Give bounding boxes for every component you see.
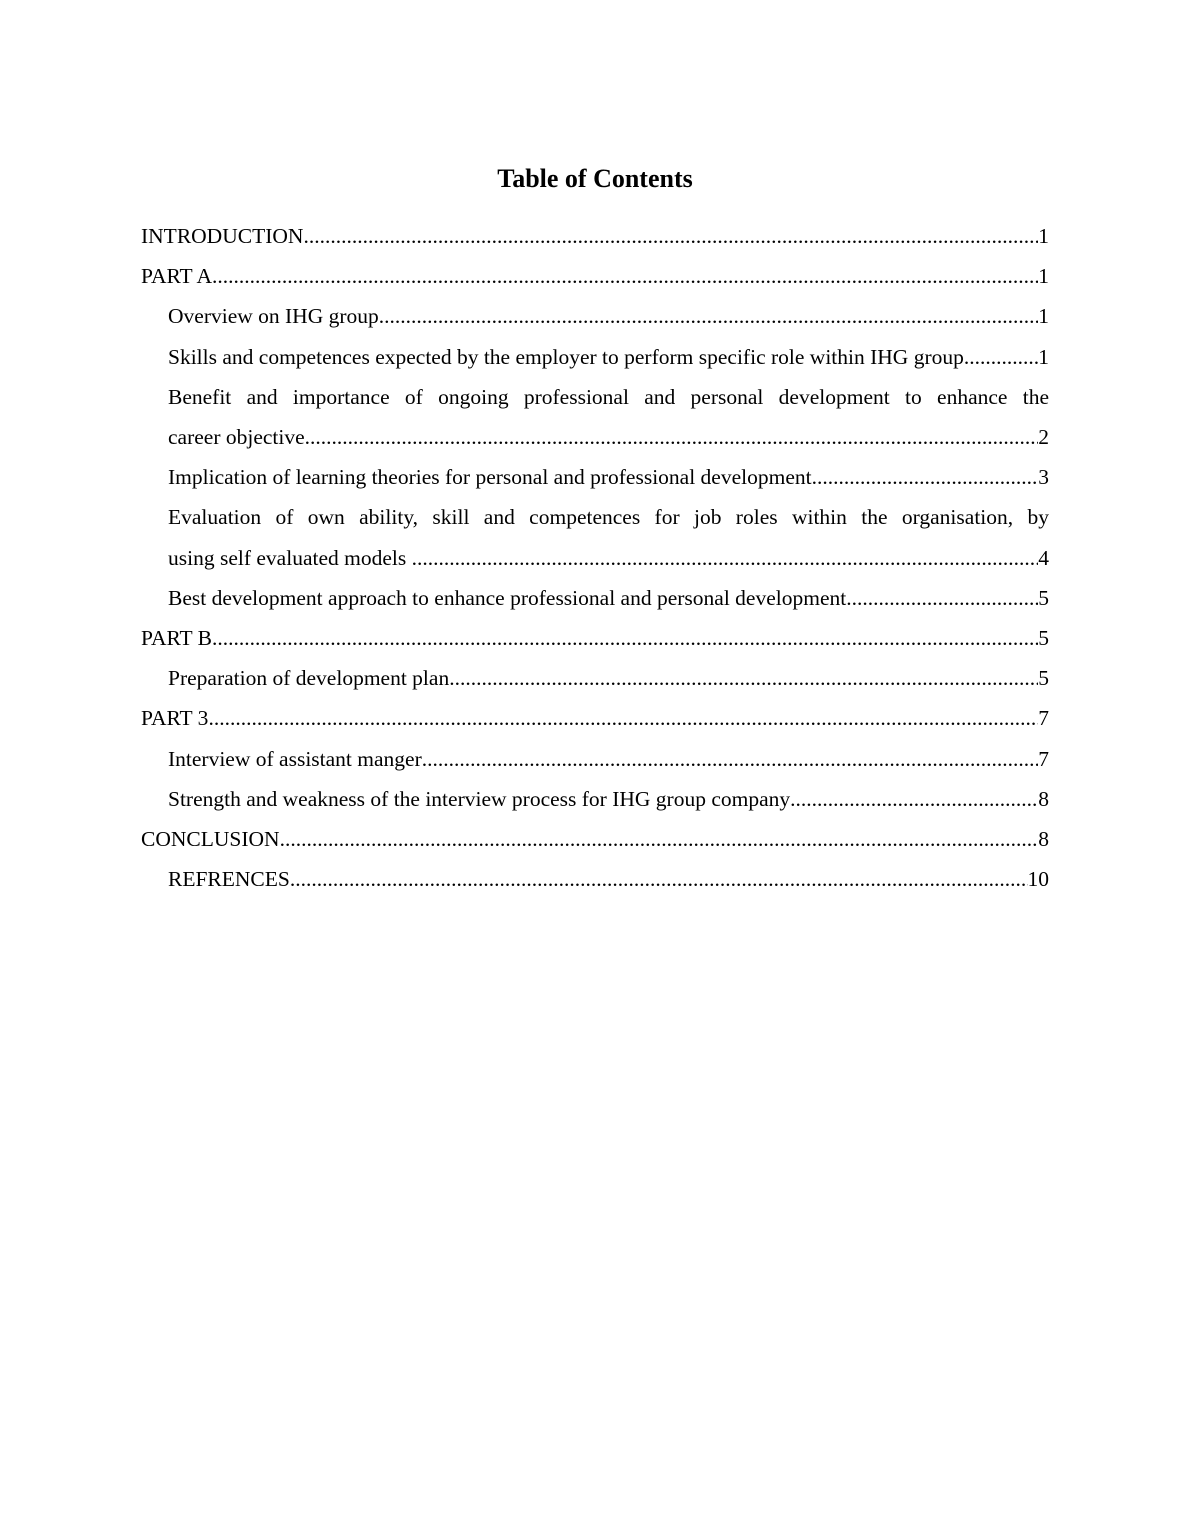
toc-entry-label: REFRENCES <box>168 867 290 892</box>
toc-entry-self-evaluation[interactable] <box>141 497 1049 577</box>
toc-entry-skills-competences[interactable] <box>141 337 1049 377</box>
toc-entry-label: Skills and competences expected by the employer to perform specific role within IHG group. <box>168 344 970 369</box>
toc-entry-conclusion[interactable] <box>141 819 1049 859</box>
toc-entry-benefit-development[interactable] <box>141 377 1049 457</box>
toc-entry-label: CONCLUSION <box>141 827 280 852</box>
toc-page-number: 7 <box>1038 706 1049 731</box>
toc-entry-label: Implication of learning theories for personal and professional development <box>168 465 812 490</box>
toc-entry-part-a[interactable] <box>141 256 1049 296</box>
toc-entry-part-b[interactable] <box>141 618 1049 658</box>
toc-page-number: 4 <box>1038 545 1049 570</box>
toc-page-number: 2 <box>1038 425 1049 450</box>
toc-entry-label: INTRODUCTION <box>141 224 304 248</box>
toc-entry-label: Evaluation of own ability, skill and competences for job roles within the organisation, by <box>168 505 1049 530</box>
toc-entry-learning-theories[interactable] <box>141 457 1049 497</box>
toc-entry-label: PART A <box>141 264 213 289</box>
toc-entry-part-3[interactable] <box>141 698 1049 738</box>
dot-leader <box>969 337 1038 377</box>
toc-page-number: 8 <box>1038 786 1049 811</box>
toc-page-number: 3 <box>1038 465 1049 490</box>
dot-leader <box>208 698 1038 738</box>
toc-page-number: 8 <box>1038 827 1049 852</box>
toc-entry-references[interactable] <box>141 859 1049 899</box>
toc-entry-label: Best development approach to enhance professional and personal development <box>168 585 847 610</box>
dot-leader <box>212 618 1038 658</box>
toc-entry-introduction[interactable] <box>141 216 1049 256</box>
toc-entry-label-continued: career objective <box>168 425 305 450</box>
toc-entry-label: Interview of assistant manger <box>168 746 422 771</box>
toc-entry-label: PART 3 <box>141 706 209 731</box>
toc-page-number: 5 <box>1038 666 1049 691</box>
toc-entry-label: Benefit and importance of ongoing professional and personal development to enhance the <box>168 384 1049 409</box>
toc-entry-strength-weakness[interactable] <box>141 779 1049 819</box>
dot-leader <box>449 658 1038 698</box>
dot-leader <box>790 779 1038 819</box>
table-of-contents <box>141 216 1049 899</box>
toc-page-number: 1 <box>1038 264 1049 289</box>
toc-page-number: 10 <box>1027 867 1049 892</box>
dot-leader <box>212 256 1038 296</box>
toc-entry-label: PART B <box>141 626 213 651</box>
dot-leader <box>303 216 1038 256</box>
dot-leader <box>412 538 1039 578</box>
toc-page-number: 1 <box>1038 344 1049 369</box>
toc-title: Table of Contents <box>497 164 693 193</box>
dot-leader <box>846 578 1038 618</box>
toc-page-number: 1 <box>1038 304 1049 329</box>
toc-entry-label: Strength and weakness of the interview process for IHG group company <box>168 786 791 811</box>
toc-page-number: 7 <box>1038 746 1049 771</box>
dot-leader <box>812 457 1039 497</box>
toc-page-number: 5 <box>1038 626 1049 651</box>
toc-entry-best-approach[interactable] <box>141 578 1049 618</box>
dot-leader <box>422 739 1039 779</box>
toc-entry-interview[interactable] <box>141 739 1049 779</box>
toc-page-number: 1 <box>1038 224 1049 248</box>
toc-entry-development-plan[interactable] <box>141 658 1049 698</box>
toc-entry-label-continued: using self evaluated models <box>168 545 412 570</box>
toc-page-number: 5 <box>1038 585 1049 610</box>
toc-entry-label: Overview on IHG group <box>168 304 379 329</box>
dot-leader <box>280 819 1039 859</box>
dot-leader <box>379 296 1038 336</box>
dot-leader <box>290 859 1028 899</box>
toc-entry-overview-ihg[interactable] <box>141 296 1049 336</box>
toc-entry-label: Preparation of development plan <box>168 666 450 691</box>
dot-leader <box>305 417 1039 457</box>
